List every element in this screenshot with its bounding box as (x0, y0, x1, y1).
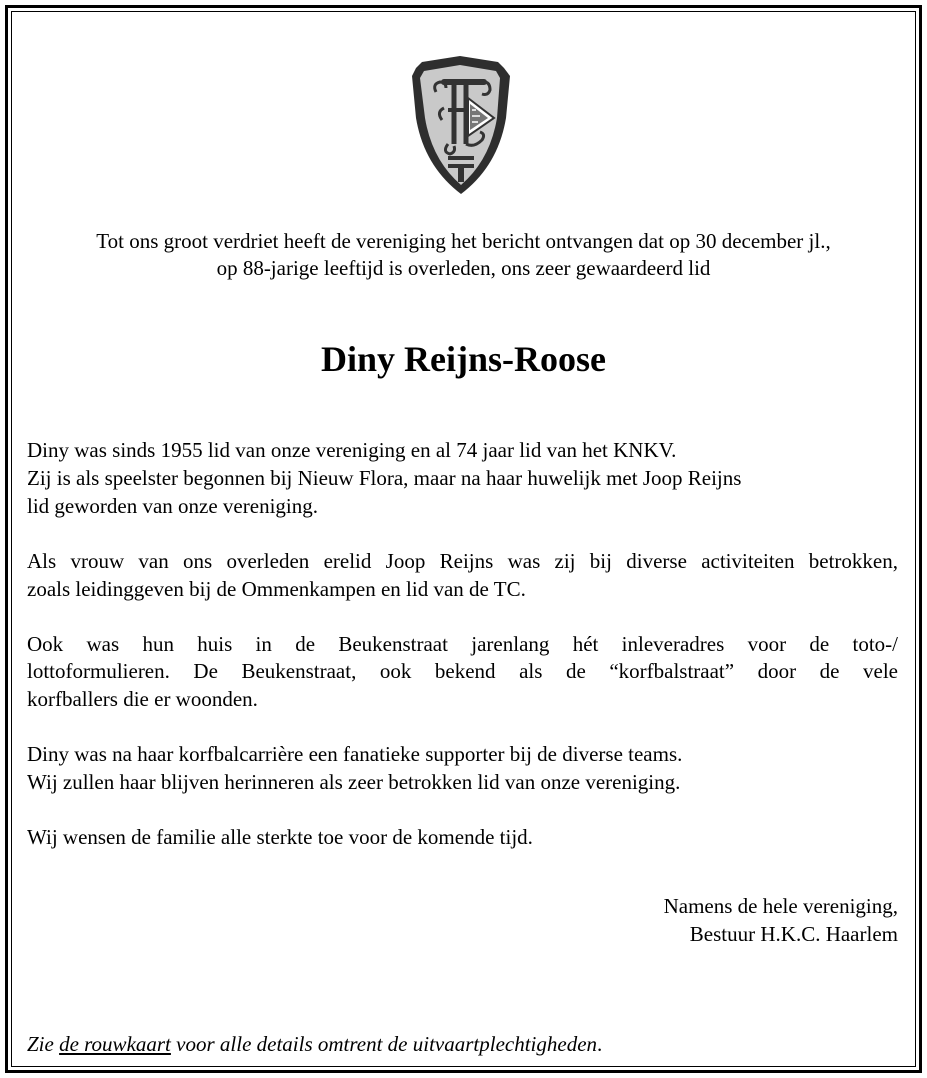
deceased-name: Diny Reijns-Roose (321, 339, 606, 379)
footer-note (27, 1030, 602, 1058)
paragraph-4-line-1: Diny was na haar korfbalcarrière een fanatieke supporter bij de diverse teams. (27, 742, 683, 766)
footer-end: . (597, 1032, 603, 1056)
paragraph-4-line-2: Wij zullen haar blijven herinneren als zeer betrokken lid van onze vereniging. (27, 770, 681, 794)
paragraph-1-line-3: lid geworden van onze vereniging. (27, 494, 318, 518)
paragraph-2-line-2: zoals leidinggeven bij de Ommenkampen en lid van de TC. (27, 577, 526, 601)
paragraph-2-line-1: Als vrouw van ons overleden erelid Joop Reijns was zij bij diverse activiteiten betrokken, (27, 549, 898, 573)
signature-line-2: Bestuur H.K.C. Haarlem (689, 922, 898, 946)
paragraph-1-line-2: Zij is als speelster begonnen bij Nieuw Flora, maar na haar huwelijk met Joop Reijns (27, 466, 742, 490)
intro-line-1: Tot ons groot verdriet heeft de vereniging het bericht ontvangen dat op 30 december jl., (96, 229, 831, 253)
footer-suffix: voor alle details omtrent de uitvaartplechtigheden (170, 1032, 598, 1056)
rouwkaart-link[interactable]: de rouwkaart (59, 1032, 171, 1056)
paragraph-3-line-1: Ook was hun huis in de Beukenstraat jarenlang hét inleveradres voor de toto-/ (27, 632, 898, 656)
paragraph-1-line-1: Diny was sinds 1955 lid van onze vereniging en al 74 jaar lid van het KNKV. (27, 438, 677, 462)
paragraph-3-line-2: lottoformulieren. De Beukenstraat, ook bekend als de “korfbalstraat” door de vele (27, 659, 898, 683)
paragraph-3-line-3: korfballers die er woonden. (27, 687, 258, 711)
signature-line-1: Namens de hele vereniging, (663, 894, 898, 918)
footer-prefix: Zie (27, 1032, 60, 1056)
intro-line-2: op 88-jarige leeftijd is overleden, ons zeer gewaardeerd lid (216, 256, 711, 280)
club-crest-icon (402, 48, 520, 198)
paragraph-5: Wij wensen de familie alle sterkte toe voor de komende tijd. (27, 825, 533, 849)
